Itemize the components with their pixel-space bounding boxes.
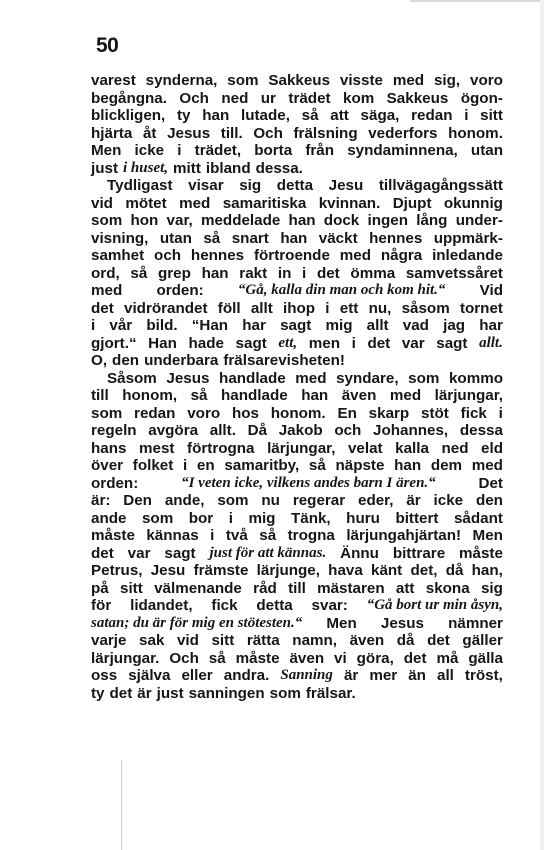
- body-text: [91, 72, 503, 702]
- italic-phrase: i huset,: [123, 159, 169, 176]
- text-line: just i huset, mitt ibland dessa.: [91, 159, 303, 177]
- text-line: det vidrörandet föll allt ihop i ett nu, såsom tornet: [91, 299, 503, 317]
- italic-phrase: just för att kännas.: [209, 544, 327, 561]
- italic-word: Sanning: [280, 667, 333, 683]
- text-line: för lidandet, fick detta svar: “Gå bort ur min åsyn,: [91, 597, 503, 614]
- text-line: Såsom Jesus handlade med syndare, som kommo: [107, 369, 503, 387]
- text-line: måste kännas i två så trogna lärjungahjärtan! Men: [91, 527, 503, 544]
- text-line: orden: “I veten icke, vilkens andes barn I ären.“ Det: [91, 474, 503, 492]
- text-line: regeln avgöra allt. Då Jakob och Johannes, dessa: [91, 422, 503, 439]
- text-line: vid mötet med samaritiska kvinnan. Djupt okunnig: [91, 194, 503, 212]
- text-line: det var sagt just för att kännas. Ännu bittrare måste: [91, 544, 503, 562]
- scan-margin-line: [121, 760, 122, 850]
- italic-quote: satan; du är för mig en stötesten.“: [91, 614, 303, 631]
- top-edge-rule: [410, 0, 544, 2]
- text-line: ord, så grep han rakt in i det ömma samvetssåret: [91, 264, 503, 282]
- italic-word: allt.: [479, 334, 503, 351]
- text-line: lärjungar. Och så måste även vi göra, det må gälla: [91, 649, 503, 667]
- text-line: Petrus, Jesu främste lärjunge, hava känt det, då han,: [91, 562, 503, 579]
- text-line: visning, utan så snart han väckt hennes uppmärk-: [91, 229, 503, 247]
- text-line: med orden: “Gå, kalla din man och kom hit.“ Vid: [91, 282, 503, 299]
- text-line: ande som bor i mig Tänk, huru bittert sådant: [91, 509, 503, 527]
- text-line: som hon var, meddelade han dock ingen lång under-: [91, 212, 503, 229]
- text-line: gjort.“ Han hade sagt ett, men i det var sagt allt.: [91, 334, 503, 352]
- text-line: hans mest förtrogna lärjungar, velat kalla ned eld: [91, 439, 503, 457]
- text-line: varje sak vid sitt rätta namn, även då det gäller: [91, 632, 503, 649]
- text-line: på sitt välmenande råd till mästaren att skona sig: [91, 579, 503, 597]
- text-line: Men icke i trädet, borta från syndaminnena, utan: [91, 142, 503, 159]
- text-line: satan; du är för mig en stötesten.“ Men Jesus nämner: [91, 614, 503, 632]
- text-line: är: Den ande, som nu regerar eder, är icke den: [91, 492, 503, 509]
- text-line: O, den underbara frälsarevisheten!: [91, 352, 345, 369]
- text-line: över folket i en samaritby, så näpste han dem med: [91, 457, 503, 474]
- text-line: oss själva eller andra. Sanning är mer än all tröst,: [91, 667, 503, 684]
- page-number: 50: [96, 34, 119, 57]
- italic-quote: “Gå, kalla din man och kom hit.“: [237, 282, 446, 298]
- text-line: varest synderna, som Sakkeus visste med sig, voro: [91, 72, 503, 89]
- text-line: begångna. Och ned ur trädet kom Sakkeus ögon-: [91, 89, 503, 107]
- text-line: Tydligast visar sig detta Jesu tillvägagångssätt: [107, 177, 503, 194]
- text-line: blickligen, ty han lutade, så att säga, redan i sitt: [91, 107, 503, 124]
- italic-quote: “I veten icke, vilkens andes barn I ären.“: [181, 474, 436, 491]
- text-line: till honom, så handlade han även med lärjungar,: [91, 387, 503, 404]
- text-line: i vår bild. “Han har sagt mig allt vad jag har: [91, 317, 503, 334]
- text-line: samhet och hennes förtroende med några inledande: [91, 247, 503, 264]
- italic-quote: “Gå bort ur min åsyn,: [366, 597, 503, 613]
- italic-word: ett,: [278, 334, 298, 351]
- text-line: hjärta åt Jesus till. Och frälsning vederfors honom.: [91, 124, 503, 142]
- text-line: som redan voro hos honom. En skarp stöt fick i: [91, 404, 503, 422]
- text-line: ty det är just sanningen som frälsar.: [91, 684, 356, 702]
- page-edge-shadow: [540, 0, 544, 850]
